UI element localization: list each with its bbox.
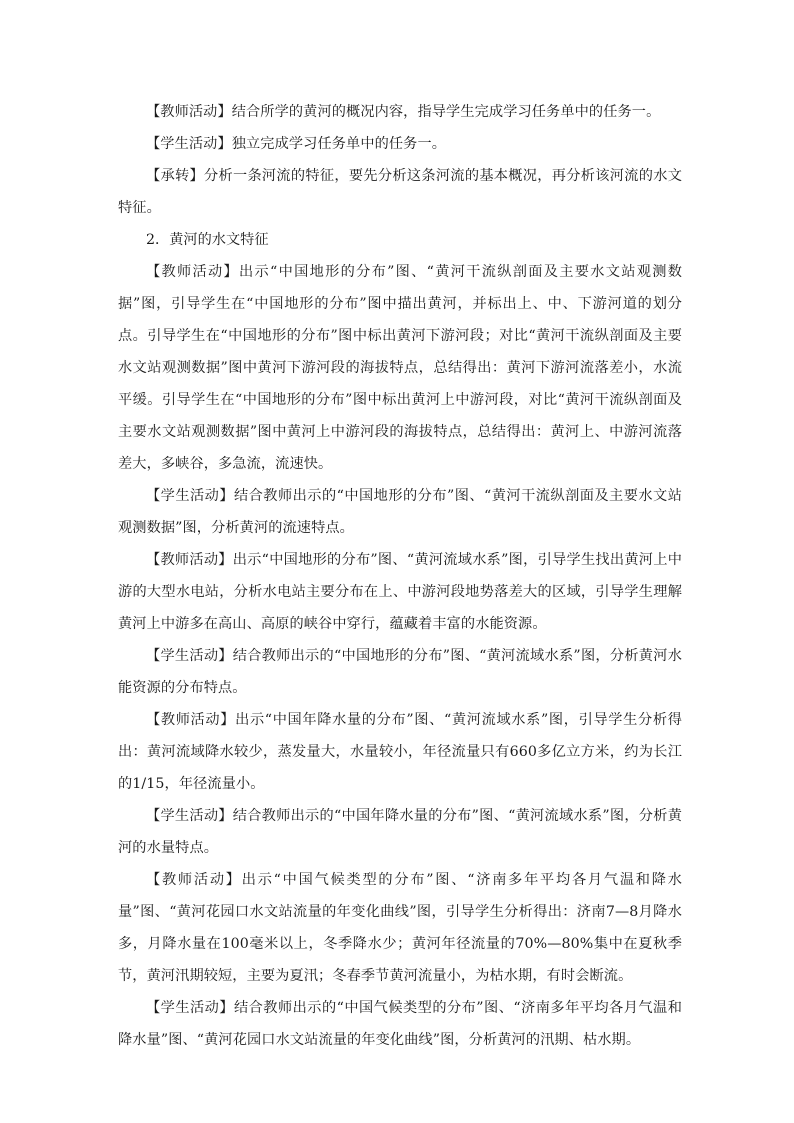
paragraph-transition: 【承转】分析一条河流的特征，要先分析这条河流的基本概况，再分析该河流的水文特征。 [118, 168, 682, 216]
paragraph-student-activity-1: 【学生活动】独立完成学习任务单中的任务一。 [146, 136, 447, 152]
paragraph-student-activity-5: 【学生活动】结合教师出示的“中国气候类型的分布”图、“济南多年平均各月气温和降水量”图、“黄河花园口水文站流量的年变化曲线”图，分析黄河的汛期、枯水期。 [118, 1000, 682, 1048]
paragraph-student-activity-4: 【学生活动】结合教师出示的“中国年降水量的分布”图、“黄河流域水系”图，分析黄河的水量特点。 [118, 808, 682, 856]
paragraph-teacher-activity-5: 【教师活动】出示“中国气候类型的分布”图、“济南多年平均各月气温和降水量”图、“黄河花园口水文站流量的年变化曲线”图，引导学生分析得出：济南7—8月降水多，月降水量在100毫米以上，冬季降水少；黄河年径流量的70%—80%集中在夏秋季节，黄河汛期较短，主要为夏汛；冬春季节黄河流量小，为枯水期，有时会断流。 [118, 872, 682, 984]
paragraph-student-activity-2: 【学生活动】结合教师出示的“中国地形的分布”图、“黄河干流纵剖面及主要水文站观测数据”图，分析黄河的流速特点。 [118, 488, 682, 536]
paragraph-teacher-activity-4: 【教师活动】出示“中国年降水量的分布”图、“黄河流域水系”图，引导学生分析得出：黄河流域降水较少，蒸发量大，水量较小，年径流量只有660多亿立方米，约为长江的1/15，年径流量小。 [118, 712, 682, 792]
paragraph-teacher-activity-2: 【教师活动】出示“中国地形的分布”图、“黄河干流纵剖面及主要水文站观测数据”图，引导学生在“中国地形的分布”图中描出黄河，并标出上、中、下游河道的划分点。引导学生在“中国地形的分布”图中标出黄河下游河段；对比“黄河干流纵剖面及主要水文站观测数据”图中黄河下游河段的海拔特点，总结得出：黄河下游河流落差小，水流平缓。引导学生在“中国地形的分布”图中标出黄河上中游河段，对比“黄河干流纵剖面及主要水文站观测数据”图中黄河上中游河段的海拔特点，总结得出：黄河上、中游河流落差大，多峡谷，多急流，流速快。 [118, 264, 682, 472]
paragraph-teacher-activity-3: 【教师活动】出示“中国地形的分布”图、“黄河流域水系”图，引导学生找出黄河上中游的大型水电站，分析水电站主要分布在上、中游河段地势落差大的区域，引导学生理解黄河上中游多在高山、高原的峡谷中穿行，蕴藏着丰富的水能资源。 [118, 552, 682, 632]
paragraph-student-activity-3: 【学生活动】结合教师出示的“中国地形的分布”图、“黄河流域水系”图，分析黄河水能资源的分布特点。 [118, 648, 682, 696]
paragraph-teacher-activity-1: 【教师活动】结合所学的黄河的概况内容，指导学生完成学习任务单中的任务一。 [146, 104, 661, 120]
section-heading: 2．黄河的水文特征 [146, 232, 269, 248]
document-body [118, 96, 682, 1056]
